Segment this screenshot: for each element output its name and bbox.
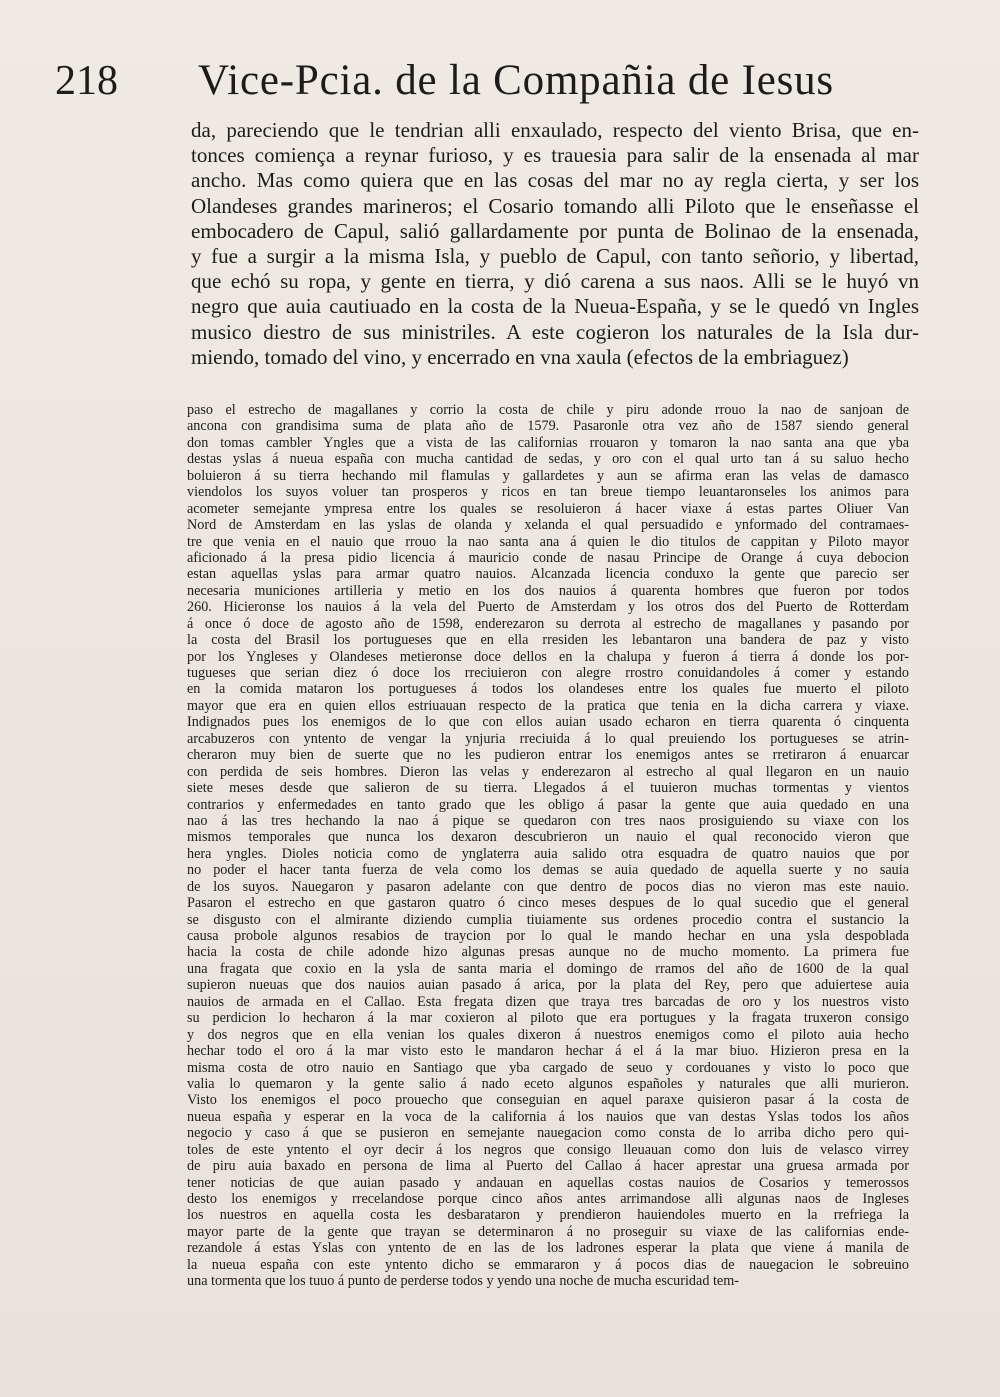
footnote-line: arcabuzeros con yntento de vengar la ynjuria rreciuida á lo qual preuiendo los portugueses se atrin- <box>187 730 909 747</box>
footnote-line: ancona con grandisima suma de plata año de 1579. Pasaronle otra vez año de 1587 siendo general <box>187 418 909 435</box>
footnote-line: hechar todo el oro á la mar visto esto le mandaron hechar á el á la mar biuo. Hizieron presa en la <box>187 1043 909 1060</box>
main-text-line: miendo, tomado del vino, y encerrado en vna xaula (efectos de la embriaguez) <box>191 344 849 369</box>
footnote-line: valia lo quemaron y la gente salio á nado eceto algunos españoles y naturales que alli murieron. <box>187 1075 909 1092</box>
footnote-line: Indignados pues los enemigos de lo que con ellos auian usado echaron en tierra quarenta ó cinquenta <box>187 714 909 731</box>
footnote-line: 260. Hicieronse los nauios á la vela del Puerto de Amsterdam y los otros dos del Puerto de Rotterdam <box>187 599 909 616</box>
footnote-line: tener noticias de que auian pasado y andauan en aquellas costas nauios de Cosarios y temerossos <box>187 1174 909 1191</box>
footnote-line: la nueua españa con este yntento dicho se emmararon y á pocos dias de nauegacion le sobreuino <box>187 1256 909 1273</box>
footnote-line: y dos negros que en ella venian los quales dixeron á nuestros enemigos como el piloto auia hecho <box>187 1026 909 1043</box>
main-text-line: negro que auia cautiuado en la costa de la Nueua-España, y se le quedó vn Ingles <box>191 294 919 319</box>
footnote-line: negocio y caso á que se pusieron en semejante nauegacion como consta de lo arriba dicho pero qui- <box>187 1125 909 1142</box>
footnote-line: Pasaron el estrecho en que gastaron quatro ó cinco meses despues de lo qual sucedio que el general <box>187 895 909 912</box>
page-number: 218 <box>55 58 118 104</box>
footnote-line: en la comida mataron los portugueses á todos los olandeses entre los quales fue muerto el piloto <box>187 681 909 698</box>
footnote-line: hacia la costa de chile adonde hizo algunas presas aunque no de mucho momento. La primera fue <box>187 944 909 961</box>
footnote-line: mayor parte de la gente que trayan se determinaron á no proseguir su viaxe de las californias ende- <box>187 1223 909 1240</box>
footnote-line: acometer semejante ympresa entre los quales se resoluieron á hacer viaxe á estas partes Oliuer Van <box>187 500 909 517</box>
footnote-line: toles de este yntento el oyr decir á los negros que consigo lleuauan como don luis de velasco virrey <box>187 1141 909 1158</box>
footnote-line: boluieron á su tierra hechando mil flamulas y gallardetes y aun se afirma eran las velas de damasco <box>187 467 909 484</box>
footnote-line: su perdicion lo hecharon á la mar coxieron al piloto que era portugues y la fragata truxeron consigo <box>187 1010 909 1027</box>
footnote-line: cheraron muy bien de suerte que no les pudieron entrar los enemigos antes se rretiraron á enuarcar <box>187 747 909 764</box>
footnote-line: viendolos los suyos voluer tan prosperos y ricos en tan breue tiempo leuantaronseles los animos para <box>187 484 909 501</box>
running-title: Vice-Pcia. de la Compañia de Iesus <box>198 57 834 104</box>
main-text-line: que echó su ropa, y gente en tierra, y dió carena a sus naos. Alli se le huyó vn <box>191 269 919 294</box>
footnote-line: nueua españa y esperar en la voca de la california á los nauios que van destas Yslas todos los años <box>187 1108 909 1125</box>
footnote-line: á once ó doce de agosto año de 1598, enderezaron su derrota al estrecho de magallanes y pasando por <box>187 615 909 632</box>
footnote-line: nao á las tres hechando la nao á pique se quedaron con tres naos prosiguiendo su viaxe con los <box>187 812 909 829</box>
main-text-line: y fue a surgir a la misma Isla, y pueblo de Capul, con tanto señorio, y libertad, <box>191 243 919 268</box>
footnote-line: causa probole algunos resabios de traycion por lo qual le mando hechar en una ysla despoblada <box>187 928 909 944</box>
footnote-line: se disgusto con el almirante diziendo cumplia tiuiamente sus ordenes procedio contra el sustancio la <box>187 911 909 928</box>
footnote-line: Nord de Amsterdam en las yslas de olanda y xelanda el qual persuadido e ynformado del contramaes- <box>187 517 909 534</box>
footnote-line: de los suyos. Nauegaron y pasaron adelante con que dentro de pocos dias no vieron mas este nauio. <box>187 878 909 895</box>
footnote-line: de piru auia baxado en persona de lima al Puerto del Callao á hacer aprestar una gruesa armada por <box>187 1158 909 1175</box>
footnote-line: por los Yngleses y Olandeses metieronse doce dellos en la chalupa y fueron á tierra á donde los por- <box>187 648 909 665</box>
footnote-line: no poder el hacer tanta fuerza de vela como los demas se auia quedado de aquella suerte y no sauia <box>187 862 909 879</box>
footnote-line: contrarios y enfermedades en tanto grado que les obligo á pasar la gente que auia quedado en una <box>187 796 909 813</box>
footnote-line: una fragata que coxio en la ysla de santa maria el domingo de rramos del año de 1600 de la qual <box>187 960 909 977</box>
footnote-text <box>187 402 909 1290</box>
footnote-line: necesaria municiones artilleria y metio en los dos nauios á quarenta hombres que fueron por todos <box>187 582 909 599</box>
footnote-line: con perdida de seis hombres. Dieron las velas y enderezaron al estrecho al qual llegaron en un nauio <box>187 763 909 780</box>
page-header <box>55 56 915 116</box>
footnote-line: una tormenta que los tuuo á punto de perderse todos y yendo una noche de mucha escuridad tem- <box>187 1273 739 1290</box>
footnote-line: los nuestros en aquella costa les desbarataron y prendieron hauiendoles muerto en la rrefriega la <box>187 1207 909 1224</box>
main-text-line: da, pareciendo que le tendrian alli enxaulado, respecto del viento Brisa, que en- <box>191 118 919 142</box>
footnote-line: estan aquellas yslas para armar quatro nauios. Alcanzada licencia conduxo la gente que parecio ser <box>187 566 909 583</box>
main-text-line: tonces comiença a reynar furioso, y es trauesia para salir de la ensenada al mar <box>191 143 919 168</box>
main-text-line: ancho. Mas como quiera que en las cosas del mar no ay regla cierta, y ser los <box>191 168 919 193</box>
footnote-line: nauios de armada en el Callao. Esta fregata dizen que traya tres barcadas de oro y los nuestros visto <box>187 993 909 1010</box>
footnote-line: rezandole á estas Yslas con yntento de en las de los ladrones esperar la plata que viene á manila de <box>187 1240 909 1257</box>
footnote-line: Visto los enemigos el poco prouecho que conseguian en aquel paraxe quisieron pasar á la costa de <box>187 1092 909 1109</box>
footnote-line: supieron nueuas que dos nauios auian pasado á arica, por la plata del Rey, pero que aduiertese auia <box>187 977 909 994</box>
main-body-text <box>191 118 919 370</box>
footnote-line: mismos temporales que nunca los dexaron descubrieron un nauio el qual reconocido vieron que <box>187 829 909 846</box>
main-text-line: embocadero de Capul, salió gallardamente por punta de Bolinao de la ensenada, <box>191 218 919 243</box>
footnote-line: don tomas cambler Yngles que a vista de las californias rrouaron y tomaron la nao santa ana que yba <box>187 434 909 451</box>
footnote-line: desto los enemigos y rrecelandose porque cinco años antes arrimandose alli algunas naos de Ingleses <box>187 1191 909 1207</box>
footnote-line: mayor que era en quien ellos estriuauan respecto de la pratica que tenia en la dicha carrera y viaxe. <box>187 697 909 714</box>
footnote-line: hera yngles. Dioles noticia como de ynglaterra auia salido otra esquadra de quatro nauios que por <box>187 845 909 862</box>
footnote-line: tugueses que serian diez ó doce los rreciuieron con alegre rrostro conuidandoles á comer y estando <box>187 665 909 681</box>
main-text-line: Olandeses grandes marineros; el Cosario tomando alli Piloto que le enseñasse el <box>191 193 919 218</box>
footnote-line: paso el estrecho de magallanes y corrio la costa de chile y piru adonde rrouo la nao de sanjoan de <box>187 402 909 418</box>
footnote-line: la costa del Brasil los portugueses que en ella rresiden les lebantaron una bandera de paz y visto <box>187 632 909 649</box>
main-text-line: musico diestro de sus ministriles. A este cogieron los naturales de la Isla dur- <box>191 319 919 344</box>
footnote-line: misma costa de otro nauio en Santiago que yba cargado de seuo y cordouanes y visto lo poco que <box>187 1059 909 1076</box>
footnote-line: tre que venia en el nauio que rrouo la nao santa ana á quien le dio titulos de cappitan y Piloto mayor <box>187 533 909 550</box>
footnote-line: destas yslas á nueua españa con mucha cantidad de sedas, y oro con el qual urto tan á su saluo hecho <box>187 451 909 468</box>
footnote-line: siete meses desde que salieron de su tierra. Llegados á el tuuieron muchas tormentas y vientos <box>187 780 909 797</box>
footnote-line: aficionado á la presa pidio licencia á mauricio conde de nasau Principe de Orange á cuya debocion <box>187 549 909 566</box>
